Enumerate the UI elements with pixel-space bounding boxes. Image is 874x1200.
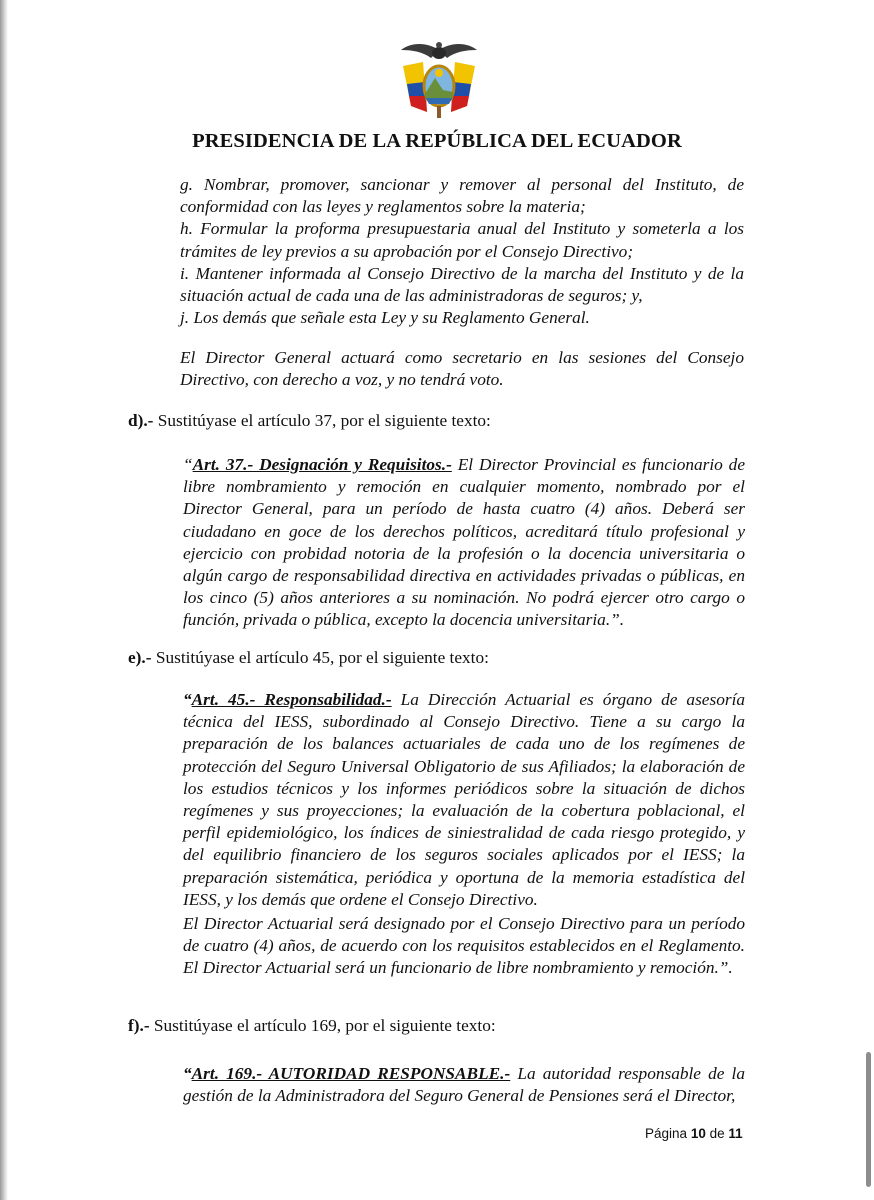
quote-open: “ xyxy=(183,1064,192,1083)
page-title: PRESIDENCIA DE LA REPÚBLICA DEL ECUADOR xyxy=(192,130,682,152)
condor-head xyxy=(436,42,442,48)
flag-left-red xyxy=(409,96,427,112)
section-f-marker: f).- xyxy=(128,1016,150,1035)
list-items-g-to-j xyxy=(180,174,744,329)
article-37-text xyxy=(183,454,745,632)
page-word: Página xyxy=(645,1126,688,1141)
section-f-intro xyxy=(128,1016,496,1036)
ecuador-coat-of-arms-icon xyxy=(397,40,481,120)
list-item: g. Nombrar, promover, sancionar y remover al personal del Instituto, de conformidad con las leyes y reglamentos sobre la materia; xyxy=(180,175,744,217)
section-f-intro-text: Sustitúyase el artículo 169, por el siguiente texto: xyxy=(149,1016,496,1035)
article-169-body: La autoridad responsable de la gestión de la Administradora del Seguro General de Pensiones será el Director, xyxy=(183,1064,745,1106)
page-total: 11 xyxy=(728,1126,743,1141)
section-d-marker: d).- xyxy=(128,411,154,430)
page-left-edge xyxy=(0,0,8,1200)
article-37-label: Art. 37.- Designación y Requisitos.- xyxy=(192,455,452,474)
director-general-closing: El Director General actuará como secretario en las sesiones del Consejo Directivo, con derecho a voz, y no tendrá voto. xyxy=(180,348,744,390)
page-of: de xyxy=(709,1126,725,1141)
article-45-second-paragraph: El Director Actuarial será designado por el Consejo Directivo para un período de cuatro (4) años, de acuerdo con los requisitos establecidos en el Reglamento. El Director Actuarial será un funcionario de libre nombramiento y remoción.”. xyxy=(183,914,745,978)
article-169-label: Art. 169.- AUTORIDAD RESPONSABLE.- xyxy=(191,1064,511,1083)
condor-body xyxy=(432,47,446,59)
list-item: h. Formular la proforma presupuestaria anual del Instituto y someterla a los trámites de ley previos a su aprobación por el Consejo Directivo; xyxy=(180,219,744,261)
article-37-body: El Director Provincial es funcionario de libre nombramiento y remoción en cualquier momento, nombrado por el Director General, para un período de hasta cuatro (4) años. Deberá ser ciudadano en goce de los derechos políticos, acreditará título profesional y ejercicio con probidad notoria de la profesión o la docencia universitaria o algún cargo de responsabilidad directiva en actividades privadas o públicas, en los cinco (5) años anteriores a su nominación. No podrá ejercer otro cargo o función, privada o pública, excepto la docencia universitaria.”. xyxy=(183,455,745,630)
section-d-intro xyxy=(128,411,491,431)
section-e-intro xyxy=(128,648,489,668)
section-e-intro-text: Sustitúyase el artículo 45, por el siguiente texto: xyxy=(151,648,489,667)
flag-right-red xyxy=(451,96,469,112)
shield-sun xyxy=(435,69,443,77)
quote-open: “ xyxy=(183,455,193,474)
article-45-body: La Dirección Actuarial es órgano de asesoría técnica del IESS, subordinado al Consejo Directivo. Tiene a su cargo la preparación de los balances actuariales de cada uno de los regímenes de protección del Seguro Universal Obligatorio de sus Afiliados; la elaboración de los estudios técnicos y los informes periódicos sobre la situación de dichos regímenes y sus proyecciones; la evaluación de la cobertura poblacional, el perfil epidemiológico, los índices de siniestralidad de cada riesgo protegido, y del equilibrio financiero de los seguros sociales aplicados por el IESS; la preparación sistemática, periódica y oportuna de la memoria estadística del IESS, y los demás que ordene el Consejo Directivo. xyxy=(183,690,746,909)
section-d-intro-text: Sustitúyase el artículo 37, por el siguiente texto: xyxy=(153,411,491,430)
article-45-label: Art. 45.- Responsabilidad.- xyxy=(191,690,392,709)
quote-open: “ xyxy=(183,690,192,709)
shield-sea xyxy=(426,98,452,104)
page-number xyxy=(645,1126,743,1141)
page-current: 10 xyxy=(690,1126,706,1141)
section-e-marker: e).- xyxy=(128,648,152,667)
fasces xyxy=(437,106,441,118)
scrollbar-thumb[interactable] xyxy=(866,1052,871,1187)
article-169-text xyxy=(183,1063,745,1107)
list-item: j. Los demás que señale esta Ley y su Reglamento General. xyxy=(180,308,590,328)
article-45-text xyxy=(183,689,745,911)
list-item: i. Mantener informada al Consejo Directivo de la marcha del Instituto y de la situación actual de cada una de las administradoras de seguros; y, xyxy=(180,263,744,306)
